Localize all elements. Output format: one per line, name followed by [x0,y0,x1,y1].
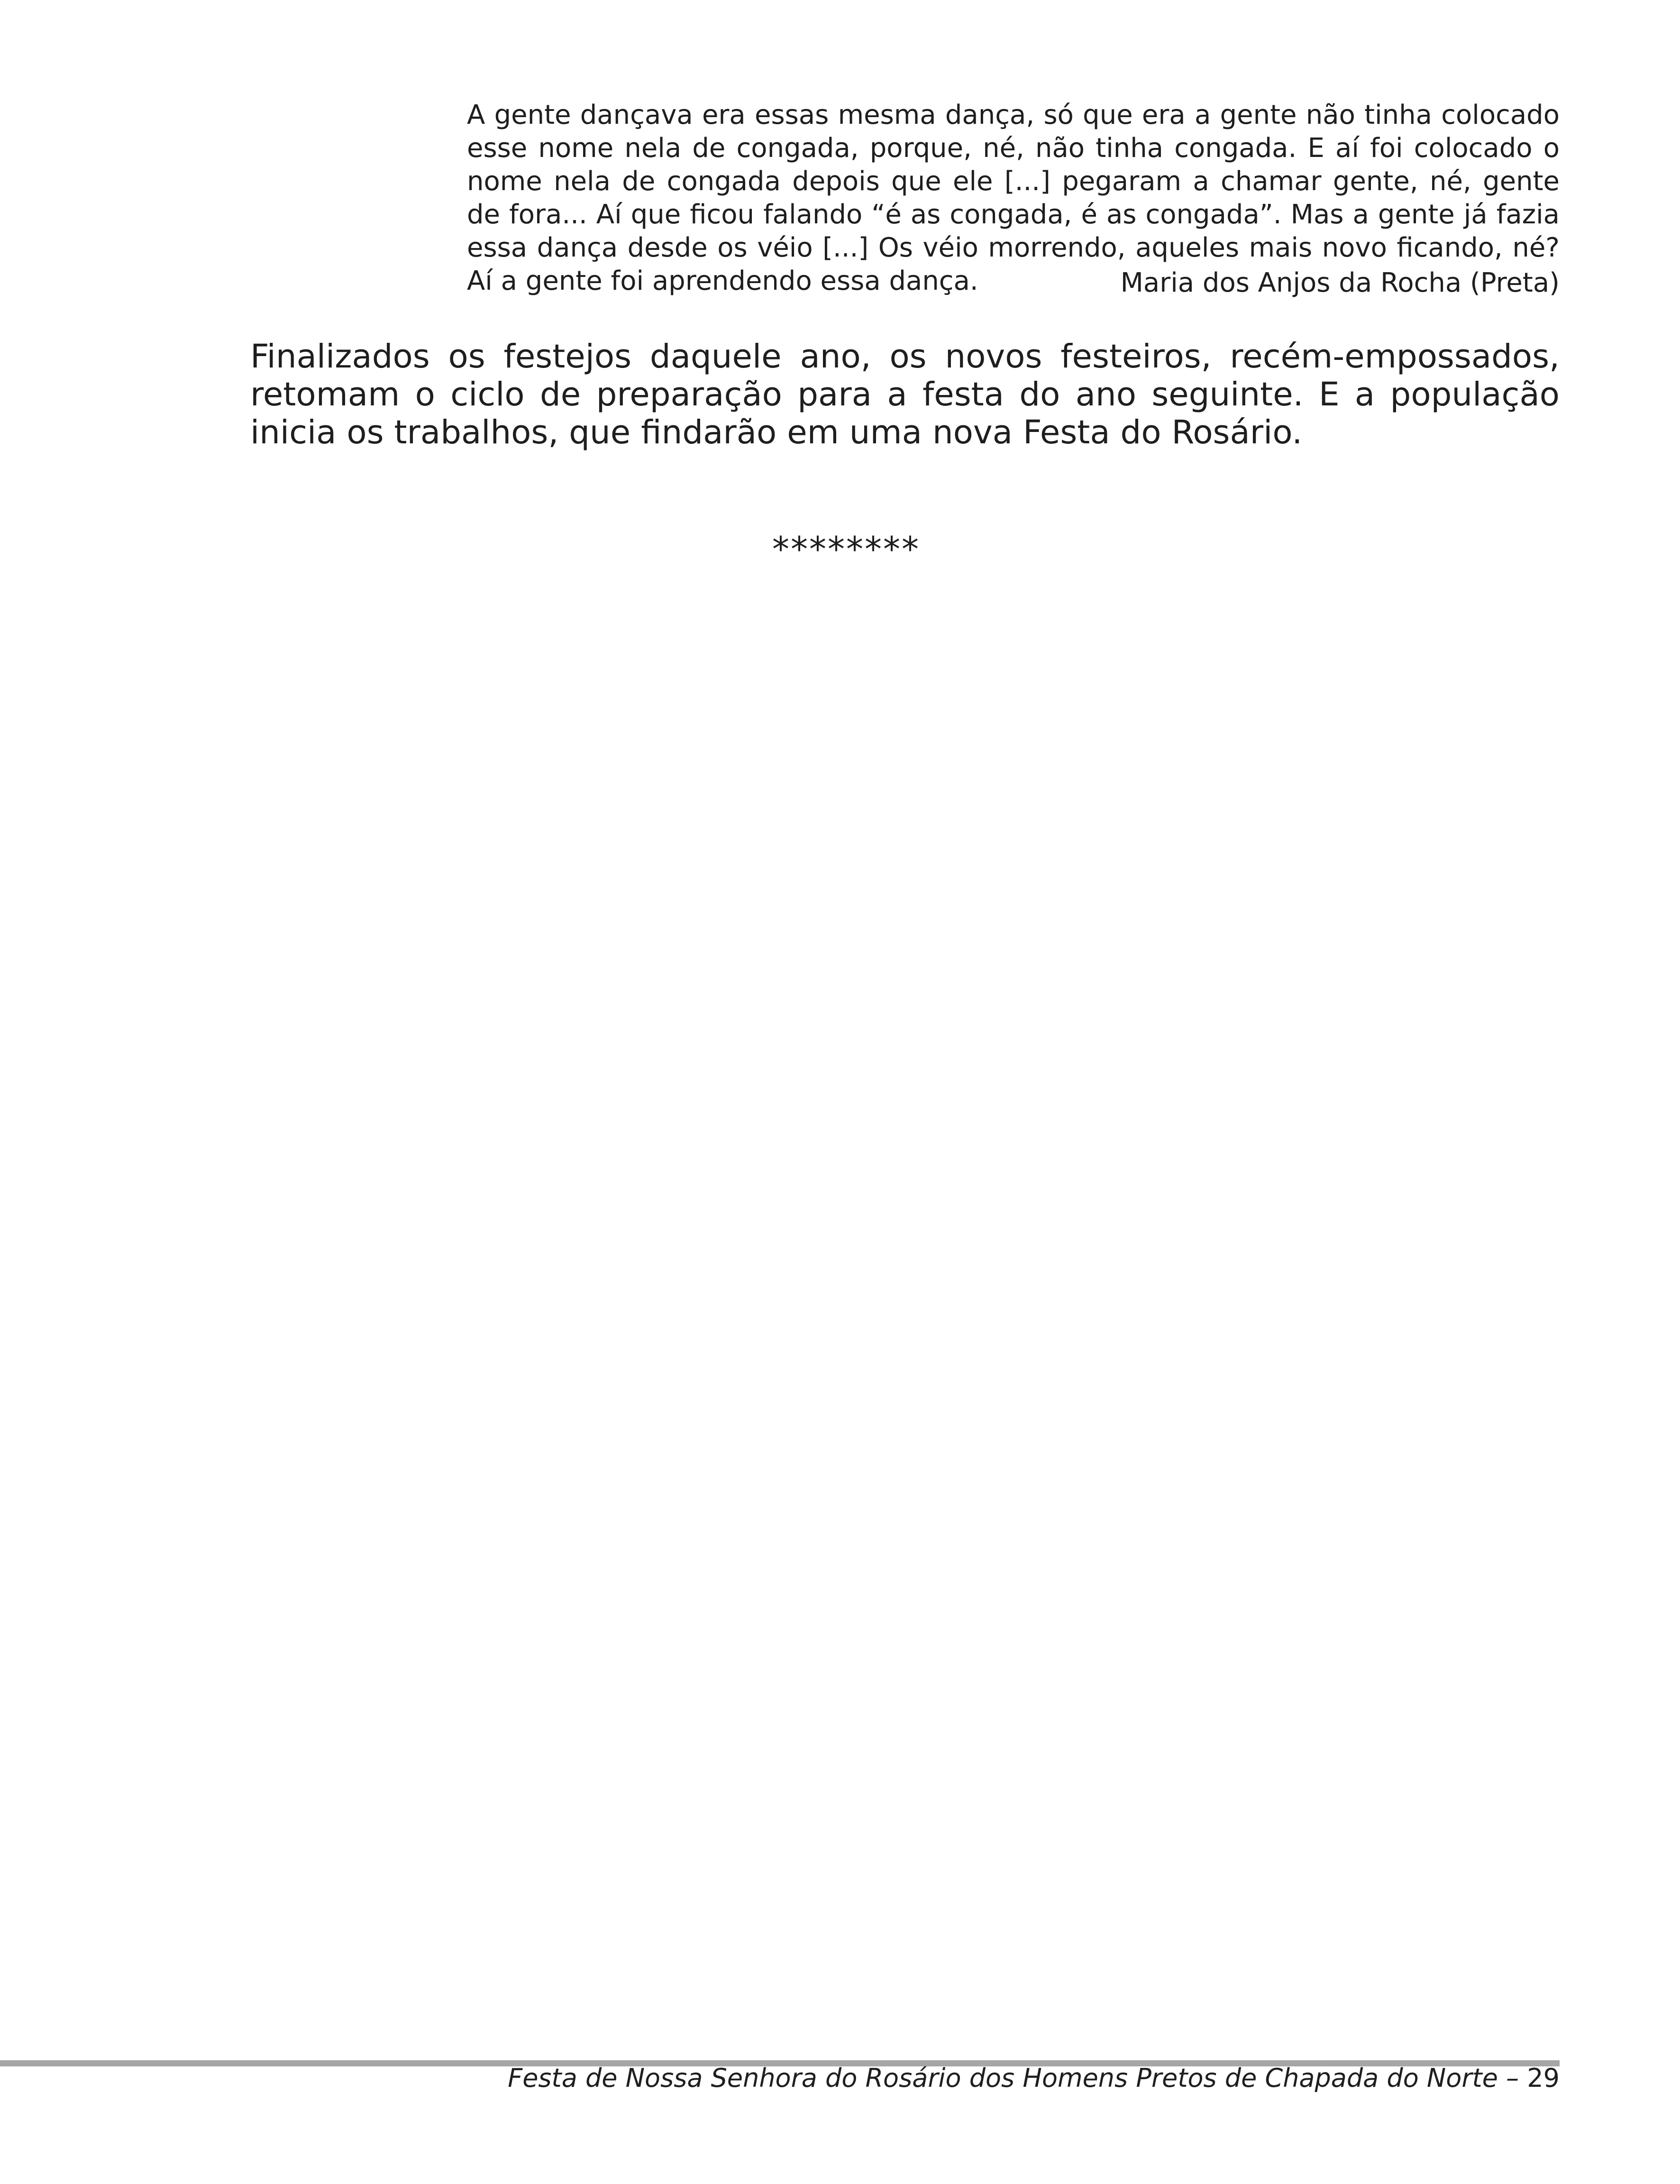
body-paragraph: Finalizados os festejos daquele ano, os novos festeiros, recém-empossados, retomam o ciclo de preparação para a festa do ano seguinte. E a população inicia os trabalhos, que findarão em uma nova Festa do Rosário. [250,338,1560,451]
footer-book-title: Festa de Nossa Senhora do Rosário dos Homens Pretos de Chapada do Norte [508,2063,1498,2093]
quote-attribution: Maria dos Anjos da Rocha (Preta) [1120,267,1560,298]
page-number: 29 [1527,2063,1560,2093]
running-footer [508,2062,1560,2095]
section-separator: ******** [772,529,920,569]
footer-dash: – [1506,2063,1519,2093]
block-quote: A gente dançava era essas mesma dança, só que era a gente não tinha colocado esse nome nela de congada, porque, né, não tinha congada. E aí foi colocado o nome nela de congada depois que ele [...] pegaram a chamar gente, né, gente de fora... Aí que ficou falando “é as congada, é as congada”. Mas a gente já fazia essa dança desde os véio [...] Os véio morrendo, aqueles mais novo ficando, né? Aí a gente foi aprendendo essa dança. [467,100,1560,296]
